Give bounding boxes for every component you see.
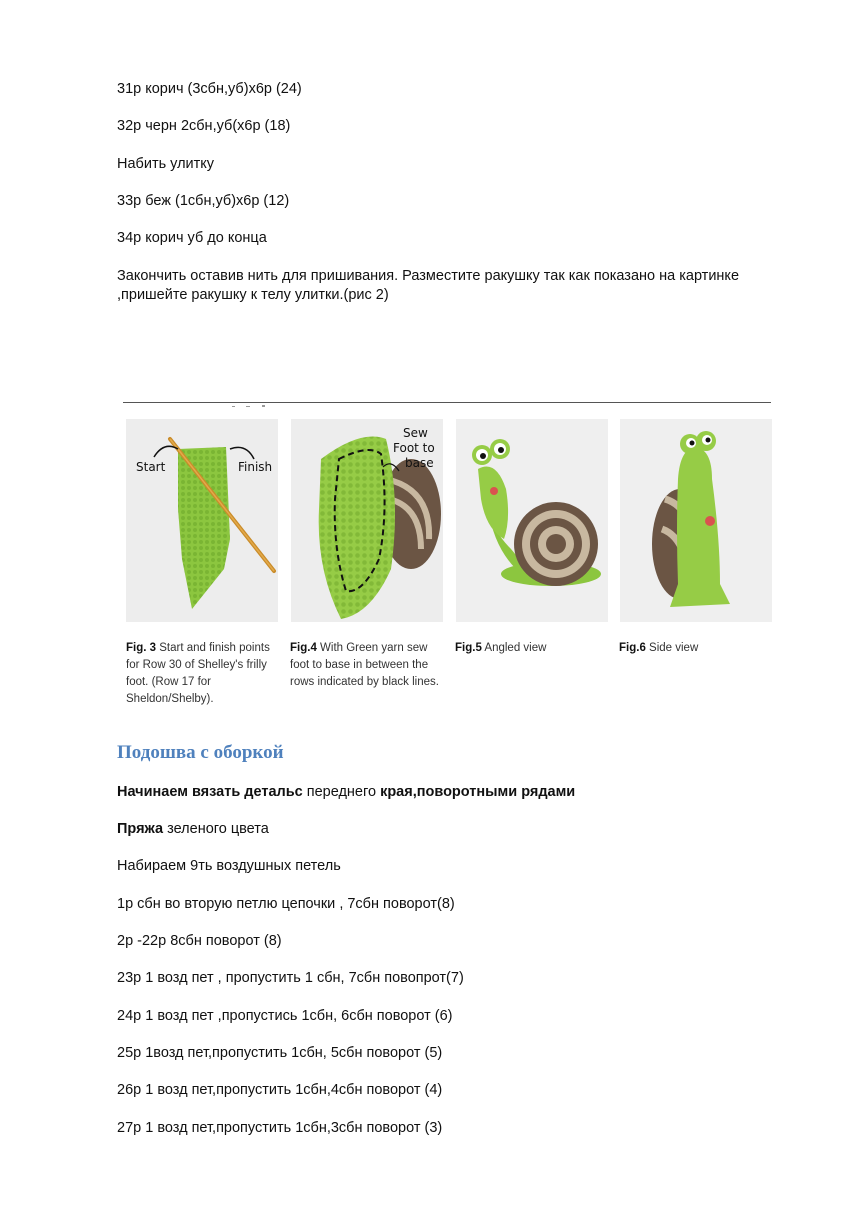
fig4-label-base: base	[405, 456, 434, 470]
pattern-row: Набираем 9ть воздушных петель	[117, 858, 341, 874]
intro-part1: Начинаем вязать детальс	[117, 784, 303, 800]
fig6-caption-label: Fig.6	[619, 642, 646, 654]
fig5-caption	[455, 640, 613, 657]
fig4-caption-label: Fig.4	[290, 642, 317, 654]
fig6-caption	[619, 640, 777, 657]
fig4-label-sew: Sew	[403, 426, 428, 440]
pattern-row: 1р сбн во вторую петлю цепочки , 7сбн поворот(8)	[117, 896, 455, 912]
yarn-text: зеленого цвета	[163, 821, 269, 837]
yarn-label: Пряжа	[117, 821, 164, 837]
pattern-row: 24р 1 возд пет ,пропустись 1сбн, 6сбн поворот (6)	[117, 1008, 453, 1024]
figure-rule	[123, 402, 771, 403]
pattern-row: 32р черн 2сбн,уб(х6р (18)	[117, 118, 291, 134]
intro-part2: переднего	[302, 784, 381, 800]
pattern-row: 31р корич (3сбн,уб)х6р (24)	[117, 81, 302, 97]
fig6-image	[620, 419, 772, 622]
scan-artifact	[232, 395, 272, 398]
fig5-caption-label: Fig.5	[455, 642, 482, 654]
fig4-label-foot: Foot to	[393, 441, 435, 455]
fig3-image	[126, 419, 278, 622]
fig3-start-label: Start	[136, 460, 166, 474]
fig3-caption-text: Start and finish points for Row 30 of Shelley's frilly foot. (Row 17 for Sheldon/Shelby).	[126, 642, 270, 705]
intro-part3: края,поворотными рядами	[380, 784, 576, 800]
fig4-caption-text: With Green yarn sew foot to base in between the rows indicated by black lines.	[290, 642, 439, 688]
finishing-paragraph: Закончить оставив нить для пришивания. Разместите ракушку так как показано на картинке ,пришейте ракушку к телу улитки.(рис 2)	[117, 268, 740, 303]
fig4-caption	[290, 640, 448, 691]
pattern-row: 25р 1возд пет,пропустить 1сбн, 5сбн поворот (5)	[117, 1045, 443, 1061]
yarn-line	[117, 820, 269, 839]
fig3-finish-label: Finish	[238, 460, 273, 474]
pattern-row: Набить улитку	[117, 156, 215, 172]
pattern-row: 27р 1 возд пет,пропустить 1сбн,3сбн поворот (3)	[117, 1120, 443, 1136]
fig3-caption-label: Fig. 3	[126, 642, 157, 654]
pattern-row: 2р -22р 8сбн поворот (8)	[117, 933, 282, 949]
fig5-caption-text: Angled view	[481, 642, 547, 654]
section-heading: Подошва с оборкой	[117, 742, 284, 763]
intro-line	[117, 783, 575, 802]
pattern-row: 23р 1 возд пет , пропустить 1 сбн, 7сбн повопрот(7)	[117, 970, 464, 986]
fig3-caption	[126, 640, 284, 708]
pattern-row: 34р корич уб до конца	[117, 230, 267, 246]
fig4-image	[291, 419, 443, 622]
fig5-image	[456, 419, 608, 622]
pattern-row: 33р беж (1сбн,уб)х6р (12)	[117, 193, 290, 209]
fig6-caption-text: Side view	[645, 642, 699, 654]
pattern-row: 26р 1 возд пет,пропустить 1сбн,4сбн поворот (4)	[117, 1082, 443, 1098]
